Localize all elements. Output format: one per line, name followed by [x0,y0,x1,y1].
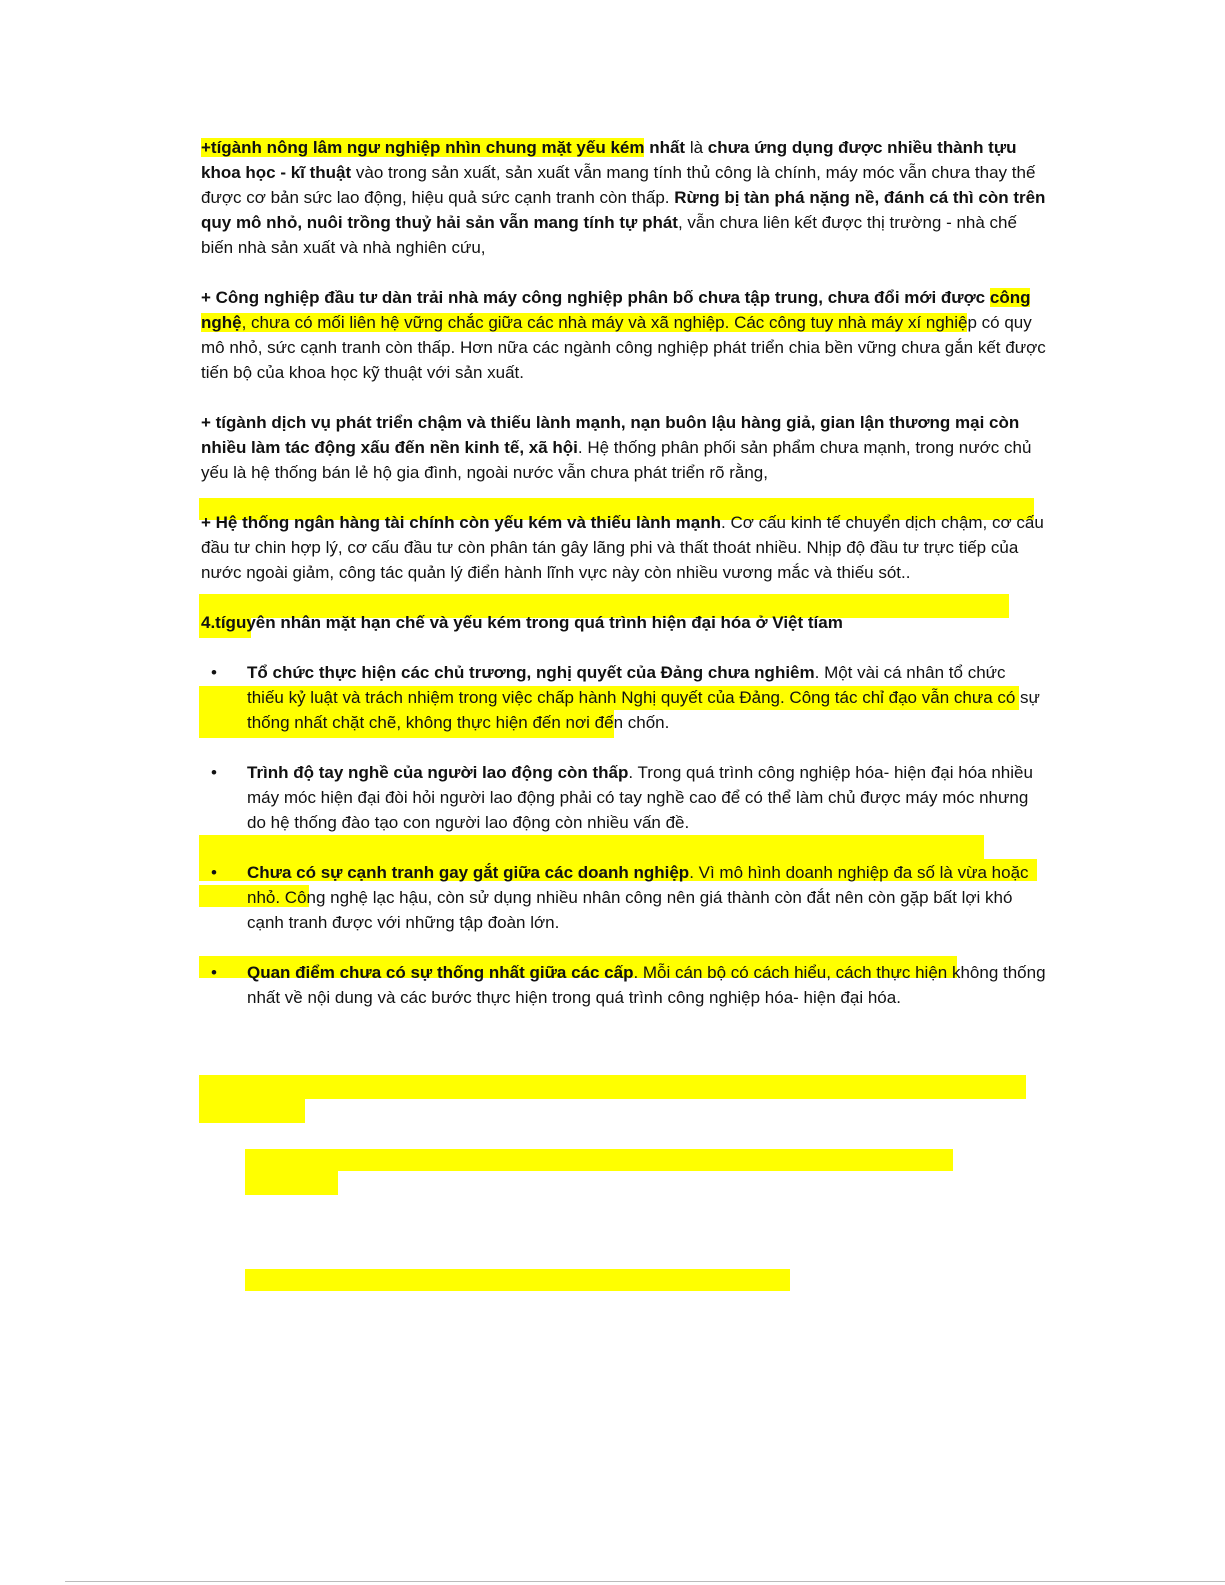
bullet-icon: • [211,663,217,682]
text-run: . Hệ thống phân phối sản phẩm chưa mạnh, trong nước chủ yếu là hệ thống bán lẻ hộ gia đình, ngoài nước vẫn chưa phát triển rõ rằng, [201,438,1032,482]
page-bottom-divider [65,1581,1225,1582]
list-item [201,860,1046,935]
bullet-icon: • [211,863,217,882]
section-heading: 4.tíguyên nhân mặt hạn chế và yếu kém trong quá trình hiện đại hóa ở Việt tíam [201,613,843,632]
text-run: +tígành nông lâm ngư nghiệp nhìn chung mặt yếu kém [201,138,645,157]
list-item-text: . Trong quá trình công nghiệp hóa- hiện đại hóa nhiều máy móc hiện đại đòi hỏi người lao động phải có tay nghề cao để có thể làm chủ được máy móc nhưng do hệ thống đào tạo con người lao động còn nhiều vấn đề. [247,763,1033,832]
paragraph-services [201,410,1046,485]
text-run: chưa ứng dụng được nhiều thành tựu khoa học - kĩ thuật [201,138,1017,182]
list-item [201,660,1046,735]
list-item-text: . Mỗi cán bộ có cách hiểu, cách thực hiện không thống nhất về nội dung và các bước thực hiện trong quá trình công nghiệp hóa- hiện đại hóa. [247,963,1046,1007]
highlight-block [199,1099,305,1123]
text-run: + tígành dịch vụ phát triển chậm và thiếu lành mạnh, nạn buôn lậu hàng giả, gian lận thương mại còn nhiều làm tác động xấu đến nền kinh tế, xã hội [201,413,1020,457]
paragraph-banking [201,510,1046,585]
paragraph-agriculture [201,135,1046,260]
text-run: , vẫn chưa liên kết được thị trường - nhà chế biến nhà sản xuất và nhà nghiên cứu, [201,213,1017,257]
list-item-title: Tổ chức thực hiện các chủ trương, nghị quyết của Đảng chưa nghiêm [247,663,815,682]
text-run: . Cơ cấu kinh tế chuyển dịch chậm, cơ cấu đầu tư chin hợp lý, cơ cấu đầu tư còn phân tán gây lãng phi và thất thoát nhiều. Nhịp độ đầu tư trực tiếp của nước ngoài giảm, công tác quản lý điển hành lĩnh vực này còn nhiều vương mắc và thiếu sót.. [201,513,1044,582]
text-run: + Công nghiệp đầu tư dàn trải nhà máy công nghiệp phân bố chưa tập trung, chưa đổi mới được [201,288,990,307]
list-item [201,960,1046,1010]
cause-list [201,660,1046,1010]
list-item [201,760,1046,835]
bullet-icon: • [211,963,217,982]
text-run: nhất [644,138,686,157]
text-run: vào trong sản xuất, sản xuất vẫn mang tính thủ công là chính, máy móc vẫn chưa thay thế được cơ bản sức lao động, hiệu quả sức cạnh tranh còn thấp. [201,163,1036,207]
text-run: công nghệ [201,288,1031,332]
paragraph-industry [201,285,1046,385]
text-run: + Hệ thống ngân hàng tài chính còn yếu kém và thiếu lành mạnh [201,513,721,532]
text-run: là [685,138,708,157]
text-run: Rừng bị tàn phá nặng nề, đánh cá thì còn trên quy mô nhỏ, nuôi trồng thuỷ hải sản vẫn mang tính tự phát [201,188,1046,232]
document-body [201,135,1046,1035]
list-item-title: Chưa có sự cạnh tranh gay gắt giữa các doanh nghiệp [247,863,690,882]
highlight-block [199,1075,1026,1099]
highlight-block [245,1149,953,1171]
highlight-block [245,1171,338,1195]
list-item-text: . Vì mô hình doanh nghiệp đa số là vừa hoặc nhỏ. Công nghệ lạc hậu, còn sử dụng nhiều nhân công nên giá thành còn đắt nên còn gặp bất lợi khó cạnh tranh được với những tập đoàn lớn. [247,863,1029,932]
highlight-block [245,1269,790,1291]
bullet-icon: • [211,763,217,782]
list-item-text: . Một vài cá nhân tổ chức thiếu kỷ luật và trách nhiệm trong việc chấp hành Nghị quyết của Đảng. Công tác chỉ đạo vẫn chưa có sự thống nhất chặt chẽ, không thực hiện đến nơi đến chốn. [247,663,1040,732]
text-run: , chưa có mối liên hệ vững chắc giữa các nhà máy và xã nghiệp. Các công tuy nhà máy xí nghiệ [241,313,968,332]
list-item-title: Trình độ tay nghề của người lao động còn thấp [247,763,629,782]
text-run: p có quy mô nhỏ, sức cạnh tranh còn thấp. Hơn nữa các ngành công nghiệp phát triển chia bền vững chưa gắn kết được tiến bộ của khoa học kỹ thuật với sản xuất. [201,313,1046,382]
list-item-title: Quan điểm chưa có sự thống nhất giữa các cấp [247,963,634,982]
